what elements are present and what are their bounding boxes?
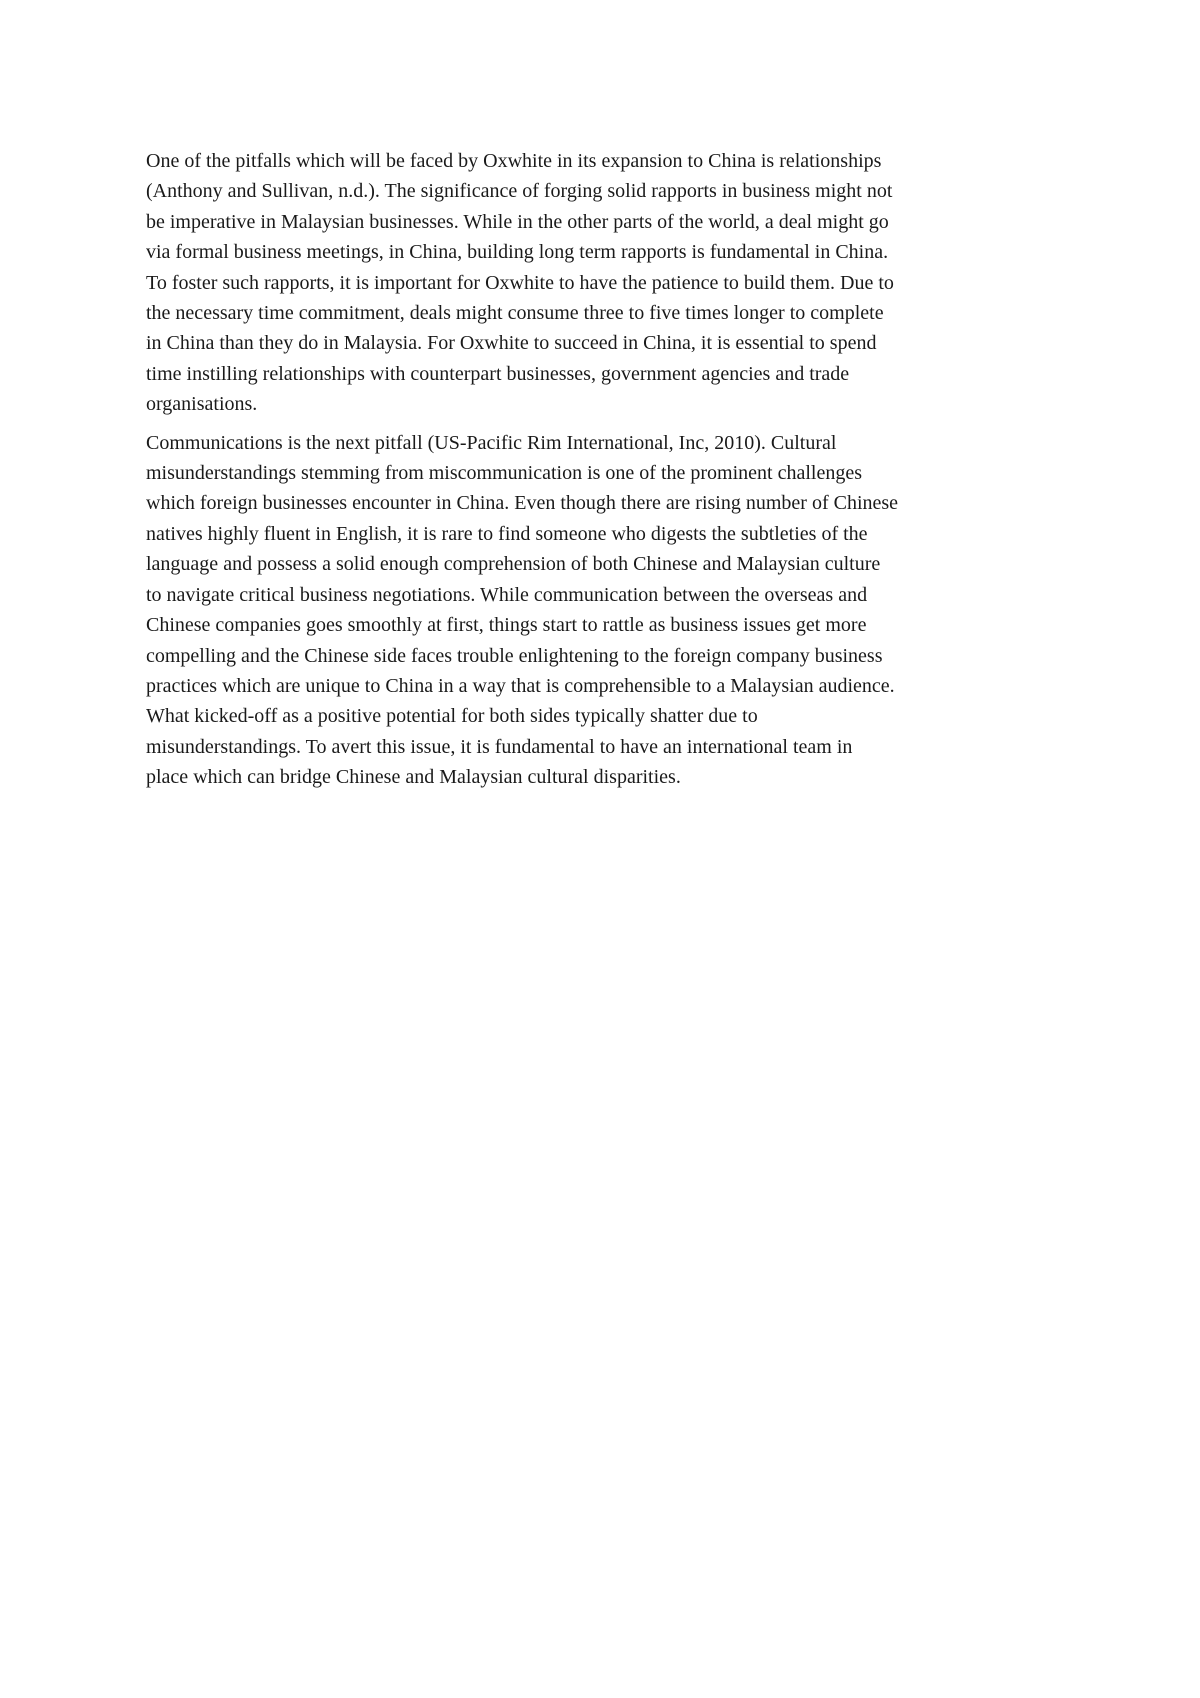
paragraph-line: via formal business meetings, in China, building long term rapports is fundamental in China. (146, 241, 889, 264)
paragraph-line: which foreign businesses encounter in China. Even though there are rising number of Chinese (146, 492, 899, 515)
paragraph-line: organisations. (146, 393, 258, 416)
paragraph-line: natives highly fluent in English, it is rare to find someone who digests the subtleties of the (146, 522, 868, 545)
paragraph-line: misunderstandings stemming from miscommunication is one of the prominent challenges (146, 462, 862, 485)
paragraph-line: language and possess a solid enough comprehension of both Chinese and Malaysian culture (146, 553, 881, 576)
paragraph-line: misunderstandings. To avert this issue, it is fundamental to have an international team in (146, 735, 853, 758)
paragraph-line: Chinese companies goes smoothly at first, things start to rattle as business issues get more (146, 614, 867, 637)
paragraph-line: practices which are unique to China in a way that is comprehensible to a Malaysian audience. (146, 674, 895, 697)
paragraph-line: One of the pitfalls which will be faced by Oxwhite in its expansion to China is relationships (146, 150, 882, 172)
paragraph-line: time instilling relationships with counterpart businesses, government agencies and trade (146, 362, 850, 385)
paragraph-line: (Anthony and Sullivan, n.d.). The significance of forging solid rapports in business might not (146, 180, 893, 203)
paragraph-line: What kicked-off as a positive potential for both sides typically shatter due to (146, 705, 758, 728)
paragraph-line: Communications is the next pitfall (US-Pacific Rim International, Inc, 2010). Cultural (146, 431, 837, 454)
document-body (146, 146, 1066, 801)
paragraph-line: compelling and the Chinese side faces trouble enlightening to the foreign company business (146, 644, 883, 667)
paragraph-line: place which can bridge Chinese and Malaysian cultural disparities. (146, 766, 681, 789)
paragraph-communications (146, 428, 1066, 793)
paragraph-line: be imperative in Malaysian businesses. While in the other parts of the world, a deal might go (146, 210, 889, 233)
paragraph-line: To foster such rapports, it is important for Oxwhite to have the patience to build them. Due to (146, 271, 894, 294)
paragraph-line: in China than they do in Malaysia. For Oxwhite to succeed in China, it is essential to spend (146, 332, 877, 355)
paragraph-relationships (146, 146, 1066, 420)
paragraph-line: to navigate critical business negotiations. While communication between the overseas and (146, 583, 868, 606)
paragraph-line: the necessary time commitment, deals might consume three to five times longer to complete (146, 302, 884, 325)
